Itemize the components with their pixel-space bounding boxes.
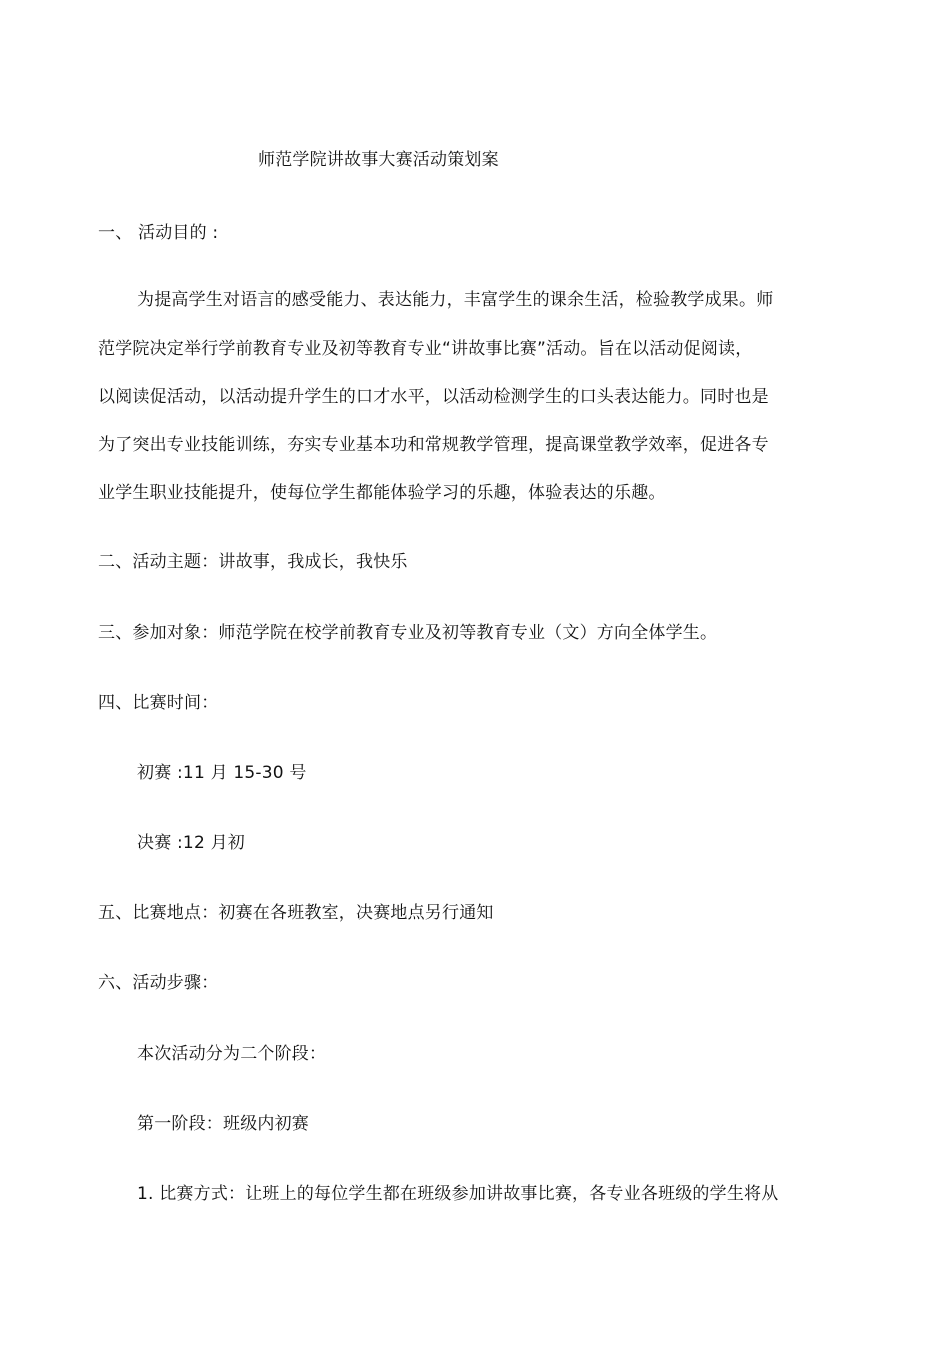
section-5-location: 五、比赛地点：初赛在各班教室，决赛地点另行通知 bbox=[98, 903, 494, 923]
stage-1-title: 第一阶段：班级内初赛 bbox=[137, 1114, 309, 1134]
section-1-paragraph-line-5: 业学生职业技能提升，使每位学生都能体验学习的乐趣，体验表达的乐趣。 bbox=[98, 483, 666, 503]
section-2-theme: 二、活动主题：讲故事，我成长，我快乐 bbox=[98, 552, 408, 572]
stage-1-item-1: 1. 比赛方式：让班上的每位学生都在班级参加讲故事比赛，各专业各班级的学生将从 bbox=[137, 1184, 779, 1204]
section-6-heading: 六、活动步骤： bbox=[98, 973, 219, 993]
section-1-heading: 一、 活动目的 : bbox=[98, 223, 219, 243]
section-1-paragraph-line-1: 为提高学生对语言的感受能力、表达能力，丰富学生的课余生活，检验教学成果。师 bbox=[137, 290, 774, 310]
section-4-heading: 四、比赛时间： bbox=[98, 693, 219, 713]
section-1-paragraph-line-3: 以阅读促活动，以活动提升学生的口才水平，以活动检测学生的口头表达能力。同时也是 bbox=[98, 387, 769, 407]
preliminary-time: 初赛 :11 月 15-30 号 bbox=[137, 763, 307, 783]
section-3-participants: 三、参加对象：师范学院在校学前教育专业及初等教育专业（文）方向全体学生。 bbox=[98, 623, 718, 643]
activity-stages-intro: 本次活动分为二个阶段： bbox=[137, 1044, 327, 1064]
section-1-paragraph-line-2: 范学院决定举行学前教育专业及初等教育专业“讲故事比赛”活动。旨在以活动促阅读， bbox=[98, 339, 753, 359]
document-title: 师范学院讲故事大赛活动策划案 bbox=[258, 150, 499, 170]
final-time: 决赛 :12 月初 bbox=[137, 833, 245, 853]
section-1-paragraph-line-4: 为了突出专业技能训练，夯实专业基本功和常规教学管理，提高课堂教学效率，促进各专 bbox=[98, 435, 769, 455]
